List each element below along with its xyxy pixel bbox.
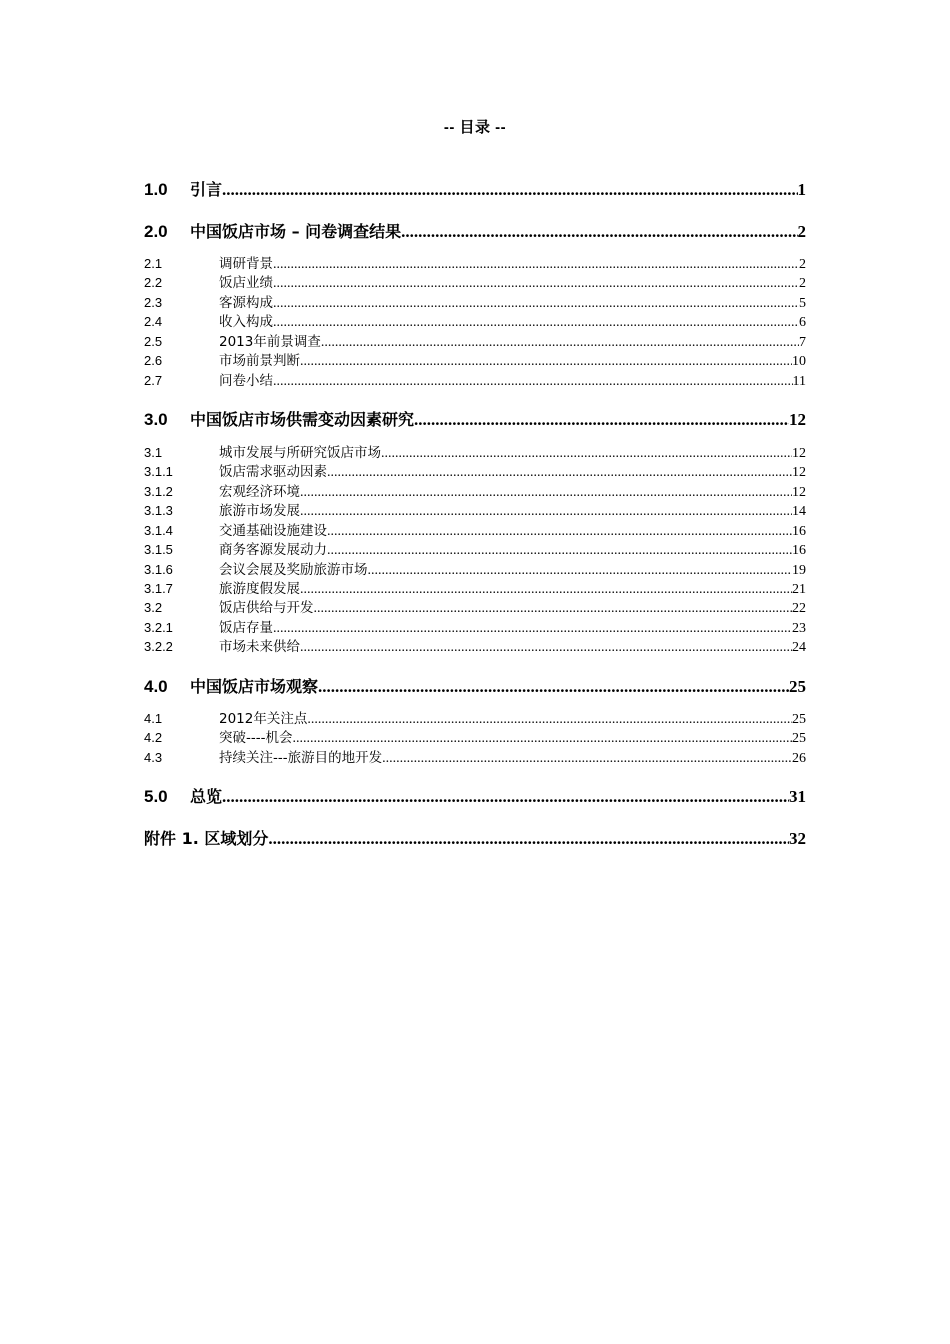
toc-entry-text: 收入构成 <box>219 314 273 330</box>
toc-entry-text: 饭店供给与开发 <box>219 600 314 616</box>
toc-leader-dots <box>222 180 797 200</box>
toc-entry-text: 持续关注---旅游目的地开发 <box>219 750 383 766</box>
toc-entry-page: 16 <box>792 524 806 539</box>
toc-entry[interactable] <box>144 726 806 745</box>
toc-entry-text: 引言 <box>190 180 223 199</box>
toc-entry-number: 4.3 <box>144 750 163 765</box>
toc-entry[interactable] <box>144 635 806 654</box>
toc-entry-page: 31 <box>789 787 806 806</box>
toc-entry-number: 3.1.3 <box>144 503 173 518</box>
toc-leader-dots <box>222 787 789 807</box>
toc-entry-text: 市场未来供给 <box>219 639 300 655</box>
toc-entry-page: 25 <box>792 712 806 727</box>
toc-entry-number: 3.1.1 <box>144 464 173 479</box>
toc-entry-number: 3.1.5 <box>144 542 173 557</box>
toc-leader-dots <box>401 222 797 242</box>
toc-entry[interactable] <box>144 558 806 577</box>
toc-entry[interactable] <box>144 784 806 808</box>
toc-entry[interactable] <box>144 616 806 635</box>
toc-entry-page: 7 <box>799 335 806 350</box>
toc-entry-number: 2.6 <box>144 353 163 368</box>
toc-entry-text: 会议会展及奖励旅游市场 <box>219 562 368 578</box>
toc-entry[interactable] <box>144 499 806 518</box>
toc-entry-number: 2.1 <box>144 256 163 271</box>
toc-entry-number: 2.5 <box>144 334 163 349</box>
toc-entry[interactable] <box>144 369 806 388</box>
toc-entry-number: 3.2 <box>144 600 163 615</box>
toc-entry-number: 3.2.1 <box>144 620 173 635</box>
toc-entry-number: 4.2 <box>144 730 163 745</box>
toc-entry-text: 中国饭店市场供需变动因素研究 <box>190 410 415 429</box>
toc-entry-number: 5.0 <box>144 787 168 806</box>
toc-entry-page: 5 <box>799 296 806 311</box>
toc-entry[interactable] <box>144 219 806 243</box>
toc-entry-page: 24 <box>792 640 806 655</box>
toc-entry[interactable] <box>144 826 806 850</box>
toc-leader-dots <box>414 410 789 430</box>
toc-entry-page: 12 <box>792 485 806 500</box>
toc-entry-page: 12 <box>792 465 806 480</box>
toc-entry-page: 12 <box>789 410 806 429</box>
toc-entry-number: 3.1 <box>144 445 163 460</box>
toc-entry-text: 商务客源发展动力 <box>219 542 327 558</box>
toc-entry-text: 突破----机会 <box>219 730 293 746</box>
toc-entry[interactable] <box>144 252 806 271</box>
toc-leader-dots <box>314 601 793 617</box>
toc-entry-text: 2013年前景调查 <box>219 334 321 350</box>
toc-entry-number: 3.1.4 <box>144 523 173 538</box>
toc-entry-number: 2.4 <box>144 314 163 329</box>
toc-entry-text: 总览 <box>190 787 223 806</box>
toc-entry[interactable] <box>144 460 806 479</box>
toc-entry[interactable] <box>144 519 806 538</box>
toc-entry[interactable] <box>144 407 806 431</box>
toc-leader-dots <box>318 677 789 697</box>
toc-leader-dots <box>382 751 792 767</box>
toc-entry-text: 交通基础设施建设 <box>219 523 327 539</box>
toc-entry[interactable] <box>144 480 806 499</box>
toc-entry-page: 10 <box>792 354 806 369</box>
toc-entry-page: 22 <box>792 601 806 616</box>
toc-leader-dots <box>273 276 799 292</box>
toc-entry-page: 23 <box>792 621 806 636</box>
toc-entry[interactable] <box>144 330 806 349</box>
toc-entry-text: 旅游度假发展 <box>219 581 300 597</box>
toc-entry-number: 3.0 <box>144 410 168 429</box>
toc-entry-text: 饭店业绩 <box>219 275 273 291</box>
toc-entry-text: 宏观经济环境 <box>219 484 300 500</box>
toc-entry-text: 问卷小结 <box>219 373 273 389</box>
toc-leader-dots <box>268 829 789 849</box>
toc-title: -- 目录 -- <box>443 119 507 136</box>
toc-leader-dots <box>300 640 792 656</box>
toc-entry[interactable] <box>144 271 806 290</box>
toc-entry-page: 21 <box>792 582 806 597</box>
toc-entry[interactable] <box>144 349 806 368</box>
toc-entry-page: 16 <box>792 543 806 558</box>
toc-leader-dots <box>273 374 793 390</box>
toc-entry[interactable] <box>144 577 806 596</box>
toc-leader-dots <box>327 465 792 481</box>
toc-entry-text: 2012年关注点 <box>219 711 308 727</box>
toc-entry[interactable] <box>144 310 806 329</box>
toc-entry-text: 旅游市场发展 <box>219 503 300 519</box>
toc-entry-page: 14 <box>792 504 806 519</box>
toc-entry-page: 2 <box>797 222 806 241</box>
toc-entry-page: 32 <box>789 829 806 848</box>
toc-entry-text: 饭店存量 <box>219 620 273 636</box>
toc-entry-text: 客源构成 <box>219 295 273 311</box>
toc-entry[interactable] <box>144 596 806 615</box>
toc-entry-page: 2 <box>799 257 806 272</box>
toc-entry-number: 3.1.6 <box>144 562 173 577</box>
toc-entry-page: 12 <box>792 446 806 461</box>
toc-entry-number: 4.1 <box>144 711 163 726</box>
toc-entry-text: 市场前景判断 <box>219 353 300 369</box>
toc-entry-page: 26 <box>792 751 806 766</box>
toc-entry-page: 6 <box>799 315 806 330</box>
toc-entry-number: 3.2.2 <box>144 639 173 654</box>
toc-entry-number: 2.0 <box>144 222 168 241</box>
toc-entry-page: 19 <box>792 563 806 578</box>
toc-entry-page: 25 <box>792 731 806 746</box>
toc-entry-page: 11 <box>792 374 806 389</box>
toc-entry-number: 3.1.7 <box>144 581 173 596</box>
toc-leader-dots <box>327 543 792 559</box>
toc-leader-dots <box>300 504 792 520</box>
toc-entry-text: 城市发展与所研究饭店市场 <box>219 445 381 461</box>
toc-entry-text: 中国饭店市场 – 问卷调查结果 <box>190 222 402 241</box>
toc-leader-dots <box>293 731 793 747</box>
toc-entry-number: 3.1.2 <box>144 484 173 499</box>
toc-entry[interactable] <box>144 441 806 460</box>
toc-entry[interactable] <box>144 674 806 698</box>
toc-entry-text: 中国饭店市场观察 <box>190 677 319 696</box>
toc-entry-page: 2 <box>799 276 806 291</box>
toc-entry-page: 25 <box>789 677 806 696</box>
toc-entry[interactable] <box>144 746 806 765</box>
toc-entry[interactable] <box>144 177 806 201</box>
toc-entry-number: 4.0 <box>144 677 168 696</box>
toc-leader-dots <box>273 315 799 331</box>
toc-entry-number: 2.2 <box>144 275 163 290</box>
toc-leader-dots <box>300 354 792 370</box>
toc-entry-text: 调研背景 <box>219 256 273 272</box>
toc-entry[interactable] <box>144 538 806 557</box>
toc-entry-text: 饭店需求驱动因素 <box>219 464 327 480</box>
toc-entry-number: 2.3 <box>144 295 163 310</box>
toc-entry-number: 1.0 <box>144 180 168 199</box>
toc-entry-text: 附件 1. 区域划分 <box>144 829 269 848</box>
toc-entry[interactable] <box>144 707 806 726</box>
toc-entry-number: 2.7 <box>144 373 163 388</box>
toc-entry[interactable] <box>144 291 806 310</box>
toc-entry-page: 1 <box>797 180 806 199</box>
